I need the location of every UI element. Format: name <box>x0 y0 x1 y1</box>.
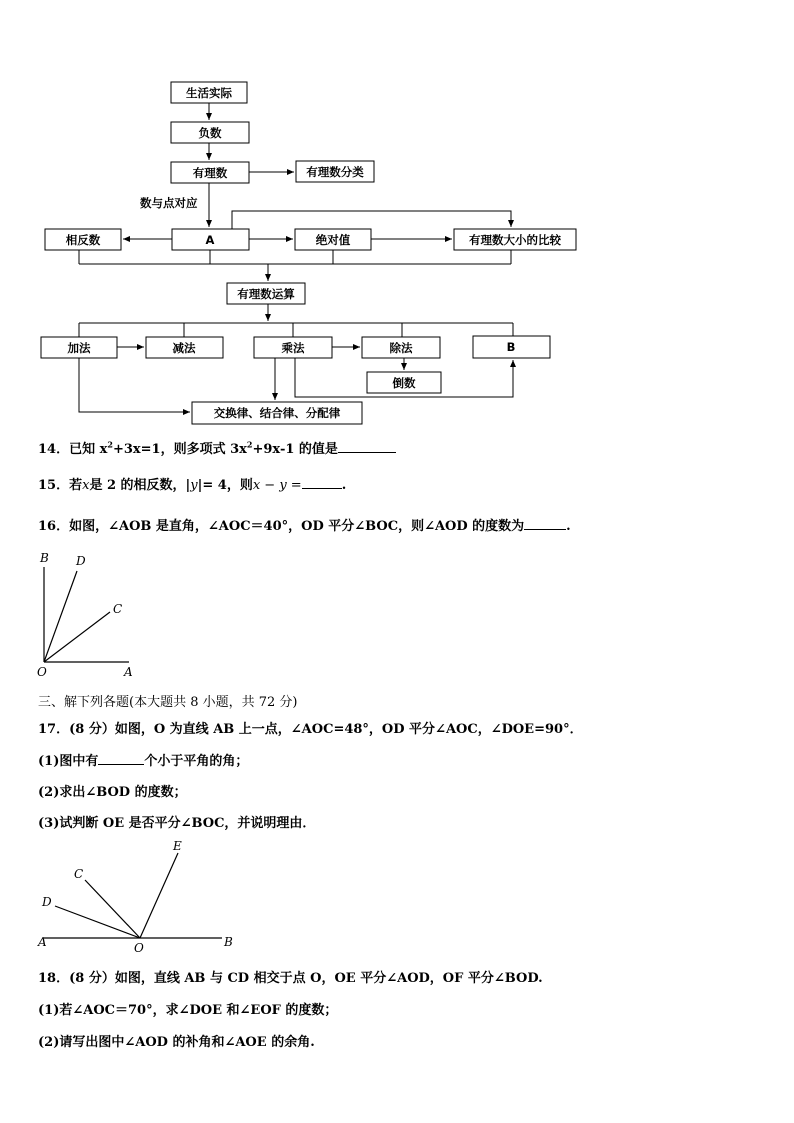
svg-text:B: B <box>506 340 516 354</box>
box-life <box>171 82 247 103</box>
box-classification <box>296 161 374 182</box>
svg-text:有理数: 有理数 <box>192 166 228 180</box>
box-laws <box>192 402 362 424</box>
box-A <box>172 229 249 250</box>
svg-text:除法: 除法 <box>389 341 413 355</box>
box-divide <box>362 337 440 358</box>
ray-OE <box>140 853 178 938</box>
svg-text:B: B <box>224 935 233 949</box>
question-17-part2: (2)求出∠BOD 的度数； <box>38 785 187 800</box>
svg-text:有理数大小的比较: 有理数大小的比较 <box>469 233 561 247</box>
svg-text:负数: 负数 <box>198 126 222 140</box>
svg-text:D: D <box>76 554 86 568</box>
box-rational <box>171 162 249 183</box>
ray-OD <box>55 906 140 938</box>
answer-blank[interactable] <box>302 476 342 489</box>
svg-text:D: D <box>42 895 52 909</box>
answer-blank[interactable] <box>338 440 396 453</box>
box-compare <box>454 229 576 250</box>
question-18-part2: (2)请写出图中∠AOD 的补角和∠AOE 的余角. <box>38 1035 315 1050</box>
question-15: 15．若x是 2 的相反数，|y|= 4，则x − y = . <box>38 478 347 493</box>
svg-text:加法: 加法 <box>67 341 91 355</box>
box-absolute <box>295 229 371 250</box>
box-multiply <box>254 337 332 358</box>
answer-blank[interactable] <box>524 517 566 530</box>
svg-text:A: A <box>124 665 133 679</box>
svg-text:A: A <box>38 935 47 949</box>
svg-text:B: B <box>40 551 49 565</box>
svg-text:倒数: 倒数 <box>392 376 416 390</box>
question-18-part1: (1)若∠AOC＝70°，求∠DOE 和∠EOF 的度数； <box>38 1003 338 1018</box>
section-heading: 三、解下列各题(本大题共 8 小题，共 72 分) <box>38 695 298 710</box>
label-number-point: 数与点对应 <box>140 196 198 210</box>
box-opposite <box>45 229 121 250</box>
box-negative <box>171 122 249 143</box>
question-17-stem: 17．(8 分）如图，O 为直线 AB 上一点，∠AOC=48°，OD 平分∠AOC，∠DOE=90°． <box>38 722 583 737</box>
box-reciprocal <box>367 372 441 393</box>
svg-text:有理数分类: 有理数分类 <box>306 165 364 179</box>
box-subtract <box>146 337 223 358</box>
box-operations <box>227 283 305 304</box>
box-B <box>473 336 550 358</box>
svg-text:减法: 减法 <box>172 341 196 355</box>
svg-text:有理数运算: 有理数运算 <box>237 287 295 301</box>
ray-OD <box>44 571 77 662</box>
question-16: 16．如图，∠AOB 是直角，∠AOC＝40°，OD 平分∠BOC，则∠AOD 的度数为 . <box>38 519 571 534</box>
svg-text:O: O <box>134 941 144 955</box>
ray-OC <box>85 880 140 938</box>
svg-text:生活实际: 生活实际 <box>186 86 232 100</box>
svg-text:O: O <box>37 665 47 679</box>
svg-text:C: C <box>74 867 84 881</box>
answer-blank[interactable] <box>98 752 144 765</box>
question-18-stem: 18．(8 分）如图，直线 AB 与 CD 相交于点 O，OE 平分∠AOD，OF 平分∠BOD. <box>38 971 543 986</box>
question-17-part1: (1)图中有 个小于平角的角； <box>38 754 249 769</box>
svg-text:绝对值: 绝对值 <box>315 233 351 247</box>
question-17-part3: (3)试判断 OE 是否平分∠BOC，并说明理由． <box>38 816 316 831</box>
ray-OC <box>44 612 110 662</box>
svg-text:交换律、结合律、分配律: 交换律、结合律、分配律 <box>213 406 341 420</box>
svg-text:A: A <box>205 233 215 247</box>
svg-text:C: C <box>113 602 123 616</box>
figure-17 <box>34 836 244 956</box>
svg-text:E: E <box>173 839 182 853</box>
figure-16 <box>30 545 150 680</box>
box-add <box>41 337 117 358</box>
question-14: 14．已知 $x^2+3x=1$，则多项式 $3x^2+9x-1$ 的值是 <box>38 438 396 457</box>
svg-text:乘法: 乘法 <box>281 341 305 355</box>
knowledge-flowchart <box>0 70 794 430</box>
svg-text:相反数: 相反数 <box>65 233 101 247</box>
flowchart-connectors <box>79 103 513 412</box>
